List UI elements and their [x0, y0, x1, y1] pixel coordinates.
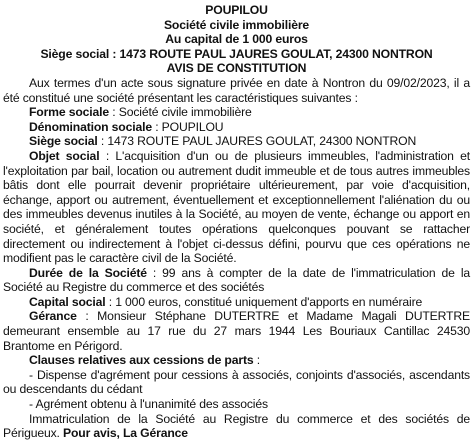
field-siege: [3, 134, 470, 149]
field-capital: [3, 295, 470, 310]
field-siege-value: : 1473 ROUTE PAUL JAURES GOULAT, 24300 NONTRON: [97, 134, 417, 149]
signature: Pour avis, La Gérance: [63, 426, 188, 441]
company-capital: Au capital de 1 000 euros: [165, 32, 308, 47]
field-siege-label: Siège social: [29, 134, 98, 149]
field-forme-label: Forme sociale: [29, 105, 110, 120]
field-objet-value: : L'acquisition d'un ou de plusieurs immeubles, l'administration et l'exploitation par bail, location ou autrement dudit immeuble et de tous autres immeubles bâtis dont elle pourrait devenir propriétaire ultérieurement, par voie d'acquisition, échange, apport ou autrement, éventuellement et exceptionnellement l'aliénation du ou des immeubles devenus inutiles à la Société, au moyen de vente, échange ou apport en société, et généralement toutes opérations quelconques pouvant se rattacher directement ou indirectement à l'objet ci-dessus défini, pourvu que ces opérations ne modifient pas le caractère civil de la Société.: [3, 148, 470, 266]
field-gerance-label: Gérance: [29, 309, 77, 324]
closing-text: Immatriculation de la Société au Registre du commerce et des sociétés de Périgueux.: [3, 411, 470, 441]
field-gerance-value: : Monsieur Stéphane DUTERTRE et Madame Magali DUTERTRE demeurant ensemble au 17 rue du 27 mars 1944 Les Bouriaux Cantillac 24530 Brantome en Périgord.: [3, 309, 470, 353]
field-objet-label: Objet social: [29, 148, 100, 163]
company-type: Société civile immobilière: [163, 17, 310, 32]
closing-paragraph: [3, 412, 470, 441]
field-forme-value: : Société civile immobilière: [109, 105, 252, 120]
field-objet: [3, 149, 470, 266]
field-gerance: [3, 309, 470, 353]
field-denomination: [3, 120, 470, 135]
field-capital-label: Capital social: [29, 294, 106, 309]
intro-paragraph: Aux termes d'un acte sous signature privée en date à Nontron du 09/02/2023, il a été constitué une société présentant les caractéristiques suivantes :: [3, 75, 470, 105]
field-denomination-value: : POUPILOU: [151, 119, 224, 134]
company-seat: Siège social : 1473 ROUTE PAUL JAURES GOULAT, 24300 NONTRON: [40, 46, 433, 61]
field-denomination-label: Dénomination sociale: [29, 119, 152, 134]
field-clauses: [3, 353, 470, 368]
field-clauses-value: :: [253, 353, 260, 368]
field-capital-value: : 1 000 euros, constitué uniquement d'apports en numéraire: [105, 294, 423, 309]
company-name: POUPILOU: [205, 3, 268, 17]
clause-item-2: - Agrément obtenu à l'unanimité des associés: [29, 397, 268, 412]
clause-item-1: - Dispense d'agrément pour cessions à associés, conjoints d'associés, ascendants ou descendants du cédant: [3, 367, 470, 397]
field-duree: [3, 266, 470, 295]
notice-title: AVIS DE CONSTITUTION: [166, 61, 307, 76]
field-forme: [3, 105, 470, 120]
field-clauses-label: Clauses relatives aux cessions de parts: [29, 353, 254, 368]
field-duree-label: Durée de la Société: [29, 265, 147, 280]
field-duree-value: : 99 ans à compter de la date de l'immatriculation de la Société au Registre du commerce et des sociétés: [3, 265, 471, 295]
